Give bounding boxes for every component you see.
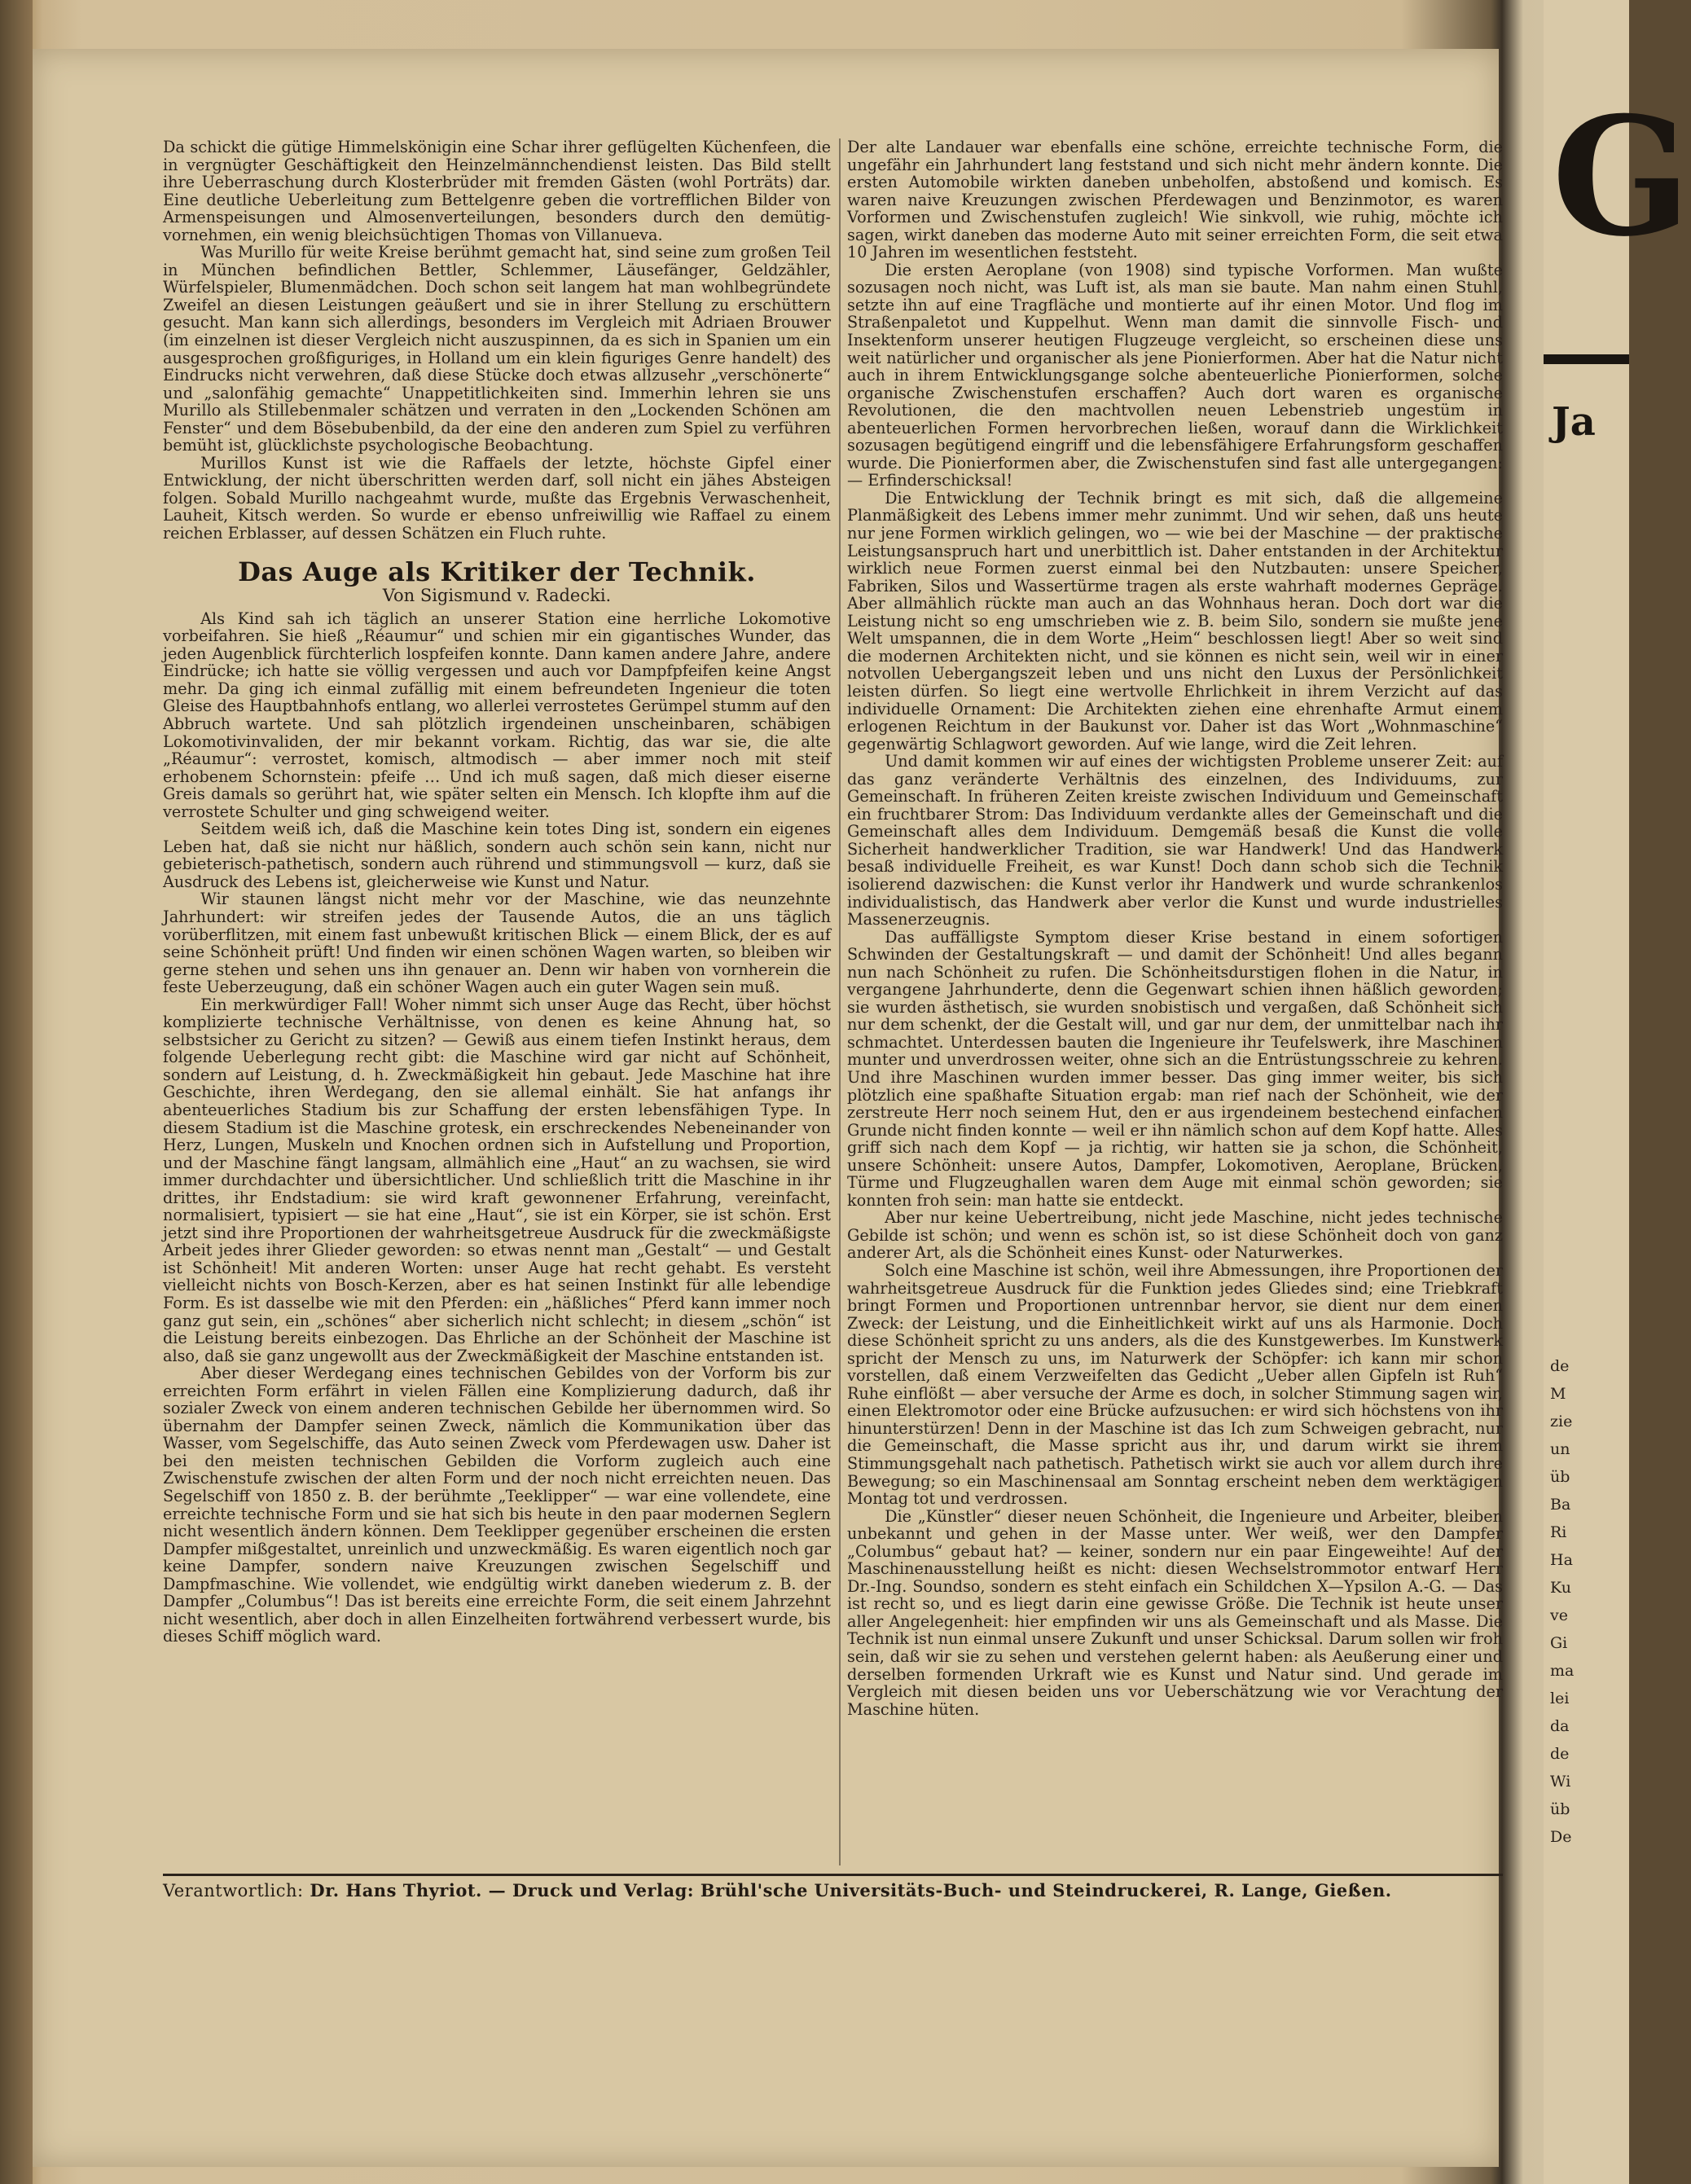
footer-rule [163,1874,1503,1876]
adjacent-line-fragment: de [1550,1745,1570,1763]
adjacent-line-fragment: ve [1550,1606,1568,1624]
article-paragraph: Solch eine Maschine ist schön, weil ihre Abmessungen, ihre Proportionen der wahrheitsgetreue Ausdruck für die Funktion jedes Gliedes sind; eine Triebkraft bringt Formen und Proportionen untrennbar hervor, sie dient nur dem einen Zweck: der Leistung, und die Einheitlichkeit wirkt auf uns als Harmonie. Doch diese Schönheit spricht zu uns anders, als die des Kunstgewerbes. Im Kunstwerk spricht der Mensch zu uns, im Naturwerk der Schöpfer: ich kann mir schon vorstellen, daß einem Verzweifelten das Gedicht „Ueber allen Gipfeln ist Ruh“ Ruhe einflößt — aber versuche der Arme es doch, in solcher Stimmung sagen wir, einen Elektromotor oder eine Brücke aufzusuchen: er wird sich höchstens von ihr hinunterstürzen! Denn in der Maschine ist das Ich zum Schweigen gebracht, nur die Gemeinschaft, die Masse spricht aus ihr, und darum wirkt sie ihrem Stimmungsgehalt nach pathetisch. Pathetisch wirkt sie auch vor allem durch ihre Bewegung; so ein Maschinensaal am Sonntag erscheint neben dem werktägigen Montag tot und verdrossen. [847,1261,1503,1509]
adjacent-line-fragment: M [1550,1385,1566,1403]
adjacent-line-fragment: un [1550,1440,1570,1458]
right-column [847,138,1503,1718]
adjacent-masthead-letter: G [1552,81,1691,273]
left-column [163,138,831,1646]
adjacent-line-fragment: Gi [1550,1634,1568,1652]
imprint-footer [163,1880,1503,1901]
article-byline: Von Sigismund v. Radecki. [382,586,612,606]
adjacent-line-fragment: Ku [1550,1579,1572,1597]
imprint-label: Verantwortlich: [163,1881,304,1901]
article-paragraph: Die ersten Aeroplane (von 1908) sind typische Vorformen. Man wußte sozusagen noch nicht, was Luft ist, als man sie baute. Man nahm einen Stuhl, setzte ihn auf eine Tragfläche und montierte auf ihr einen Motor. Und flog im Straßenpaletot und Kuppelhut. Wenn man damit die sinnvolle Fisch- und Insektenform unserer heutigen Flugzeuge vergleicht, so erscheinen diese uns weit natürlicher und organischer als jene Pionierformen. Aber hat die Natur nicht auch in ihrem Entwicklungsgange solche abenteuerliche Pionierformen, solche organische Zwischenstufen erschaffen? Auch dort waren es organische Revolutionen, die den machtvollen neuen Lebenstrieb ungestüm in abenteuerlichen Formen hervorbrechen ließen, worauf dann die Wirklichkeit sozusagen begütigend eingriff und die lebensfähigere Erfahrungsform geschaffen wurde. Die Pionierformen aber, die Zwischenstufen sind fast alle untergegangen: — Erfinderschicksal! [847,260,1503,490]
article-paragraph: Das auffälligste Symptom dieser Krise bestand in einem sofortigen Schwinden der Gestaltungskraft — und damit der Schönheit! Und alles begann nun nach Schönheit zu rufen. Die Schönheitsdurstigen flohen in die Natur, in vergangene Jahrhunderte, denn die Gegenwart schien ihnen häßlich geworden; sie wurden ästhetisch, sie wurden snobistisch und vergaßen, daß Schönheit sich nur dem schenkt, der die Gestalt will, und gar nur dem, der unmittelbar nach ihr schmachtet. Unterdessen bauten die Ingenieure ihr Teufelswerk, ihre Maschinen munter und unverdrossen weiter, ohne sich an die Entrüstungsschreie zu kehren. Und ihre Maschinen wurden immer besser. Das ging immer weiter, bis sich plötzlich eine spaßhafte Situation ergab: man rief nach der Schönheit, wie der zerstreute Herr noch seinem Hut, den er aus irgendeinem bestechend einfachen Grunde nicht finden konnte — weil er ihn nämlich schon auf dem Kopf hatte. Alles griff sich nach dem Kopf — ja richtig, wir hatten sie ja schon, die Schönheit, unsere Schönheit: unsere Autos, Dampfer, Lokomotiven, Aeroplane, Brücken, Türme und Flugzeughallen waren dem Auge mit einmal schön geworden; sie konnten froh sein: man hatte sie entdeckt. [847,927,1503,1210]
article-paragraph: Die Entwicklung der Technik bringt es mit sich, daß die allgemeine Planmäßigkeit des Lebens immer mehr zunimmt. Und wir sehen, daß uns heute nur jene Formen wirklich gelingen, wo — wie bei der Maschine — der praktische Leistungsanspruch hart und unerbittlich ist. Daher entstanden in der Architektur wirklich neue Formen zuerst einmal bei den Nutzbauten: unsere Speicher, Fabriken, Silos und Wassertürme tragen als erste wahrhaft modernes Gepräge. Aber allmählich rückte man auch an das Wohnhaus heran. Doch dort war die Leistung nicht so eng umschrieben wie z. B. beim Silo, sondern sie mußte jene Welt umspannen, die in dem Worte „Heim“ beschlossen liegt! Aber so weit sind die modernen Architekten nicht, und sie können es nicht sein, weil wir in einer notvollen Uebergangszeit leben und uns nicht den Luxus der Persönlichkeit leisten dürfen. So liegt eine wertvolle Ehrlichkeit in ihrem Verzicht auf das individuelle Ornament: Die Architekten ziehen eine ehrenhafte Armut einem erlogenen Reichtum in der Baukunst vor. Daher ist das Wort „Wohnmaschine“ gegenwärtig Schlagwort geworden. Auf wie lange, wird die Zeit lehren. [847,488,1503,754]
intro-paragraph: Murillos Kunst ist wie die Raffaels der letzte, höchste Gipfel einer Entwicklung, der nicht überschritten werden darf, soll nicht ein jähes Absteigen folgen. Sobald Murillo nachgeahmt wurde, mußte das Ergebnis Verwaschenheit, Lauheit, Kitsch werden. So wurde er ebenso unfreiwillig wie Raffael zu einem reichen Erblasser, auf dessen Schätzen ein Fluch ruhte. [163,453,831,543]
adjacent-line-fragment: De [1550,1828,1572,1846]
article-paragraph: Aber dieser Werdegang eines technischen Gebildes von der Vorform bis zur erreichten Form erfährt in vielen Fällen eine Komplizierung dadurch, daß ihr sozialer Zweck von einem anderen technischen Gebilde her übernommen wird. So übernahm der Dampfer seinen Zweck, nämlich die Kommunikation über das Wasser, vom Segelschiffe, das Auto seinen Zweck vom Pferdewagen usw. Daher ist bei den meisten technischen Gebilden die Vorform zugleich auch eine Zwischenstufe zwischen der alten Form und der noch nicht erreichten neuen. Das Segelschiff von 1850 z. B. der berühmte „Teeklipper“ — war eine vollendete, eine erreichte technische Form und sie hat sich bis heute in den paar modernen Seglern nicht wesentlich ändern können. Dem Teeklipper gegenüber erscheinen die ersten Dampfer mißgestaltet, unreinlich und unzweckmäßig. Es waren eigentlich noch gar keine Dampfer, sondern naive Kreuzungen zwischen Segelschiff und Dampfmaschine. Wie vollendet, wie endgültig wirkt daneben wiederum z. B. der Dampfer „Columbus“! Das ist bereits eine erreichte Form, die seit einem Jahrzehnt nicht wesentlich, aber doch in allen Einzelheiten fortwährend verbessert wurde, bis dieses Schiff möglich ward. [163,1364,831,1646]
article-paragraph: Seitdem weiß ich, daß die Maschine kein totes Ding ist, sondern ein eigenes Leben hat, daß sie nicht nur häßlich, sondern auch schön sein kann, nicht nur gebieterisch-pathetisch, sondern auch rührend und stimmungsvoll — kurz, daß sie Ausdruck des Lebens ist, gleicherweise wie Kunst und Natur. [163,820,831,891]
article-paragraph: Der alte Landauer war ebenfalls eine schöne, erreichte technische Form, die ungefähr ein Jahrhundert lang feststand und sich nicht mehr ändern konnte. Die ersten Automobile wirkten daneben unbeholfen, abstoßend und komisch. Es waren naive Kreuzungen zwischen Pferdewagen und Benzinmotor, es waren Vorformen und Zwischenstufen zugleich! Wie sinkvoll, wie ruhig, möchte ich sagen, wirkt daneben das moderne Auto mit seiner erreichten Form, die seit etwa 10 Jahren im wesentlichen feststeht. [847,138,1503,262]
imprint-text: Dr. Hans Thyriot. — Druck und Verlag: Brühl'sche Universitäts-Buch- und Steindruckerei, R. Lange, Gießen. [310,1880,1392,1901]
adjacent-line-fragment: Ri [1550,1523,1567,1541]
adjacent-text-fragments [1550,1352,1574,1851]
article-paragraph: Als Kind sah ich täglich an unserer Station eine herrliche Lokomotive vorbeifahren. Sie hieß „Réaumur“ und schien mir ein gigantisches Wunder, das jeden Augenblick fürchterlich lospfeifen konnte. Dann kamen andere Jahre, andere Eindrücke; ich hatte sie völlig vergessen und auch vor Dampfpfeifen keine Angst mehr. Da ging ich einmal zufällig mit einem befreundeten Ingenieur die toten Gleise des Hauptbahnhofs entlang, wo allerlei verrostetes Gerümpel stumm auf den Abbruch wartete. Und sah plötzlich irgendeinen unscheinbaren, schäbigen Lokomotivinvaliden, der mir bekannt vorkam. Richtig, das war sie, die alte „Réaumur“: verrostet, komisch, altmodisch — aber immer noch mit steif erhobenem Schornstein: pfeife … Und ich muß sagen, daß mich dieser eiserne Greis damals so gerührt hat, wie später selten ein Mensch. Ich klopfte ihm auf die verrostete Schulter und ging schweigend weiter. [163,609,831,821]
article-paragraph: Aber nur keine Uebertreibung, nicht jede Maschine, nicht jedes technische Gebilde ist schön; und wenn es schön ist, so ist diese Schönheit doch von ganz anderer Art, als die Schönheit eines Kunst- oder Naturwerkes. [847,1208,1503,1263]
adjacent-line-fragment: Wi [1550,1773,1571,1791]
adjacent-line-fragment: üb [1550,1468,1570,1486]
article-title: Das Auge als Kritiker der Technik. [238,556,756,587]
adjacent-line-fragment: de [1550,1357,1570,1375]
book-spine-edge [0,0,33,2184]
adjacent-line-fragment: lei [1550,1690,1570,1707]
intro-paragraph: Was Murillo für weite Kreise berühmt gemacht hat, sind seine zum großen Teil in München befindlichen Bettler, Schlemmer, Läusefänger, Geldzähler, Würfelspieler, Blumenmädchen. Doch schon seit langem hat man wohlbegründete Zweifel an diesen Leistungen geäußert und sie in ihrer Stellung zu erschüttern gesucht. Man kann sich allerdings, besonders im Vergleich mit Adriaen Brouwer (im einzelnen ist dieser Vergleich nicht auszuspinnen, da es sich in Spanien um ein ausgesprochen großfiguriges, in Holland um ein klein figuriges Genre handelt) des Eindrucks nicht verwehren, daß diese Stücke doch etwas allzusehr „verschönerte“ und „salonfähig gemachte“ Unappetitlichkeiten sind. Immerhin lehren sie uns Murillo als Stillebenmaler schätzen und verraten in den „Lockenden Schönen am Fenster“ und dem Bösebubenbild, da der eine den anderen zum Spiel zu verführen bemüht ist, glücklichste psychologische Beobachtung. [163,243,831,455]
adjacent-page-strip [1544,0,1691,2184]
adjacent-line-fragment: üb [1550,1800,1570,1818]
article-paragraph: Wir staunen längst nicht mehr vor der Maschine, wie das neunzehnte Jahrhundert: wir streifen jedes der Tausende Autos, die an uns täglich vorüberflitzen, mit einem fast unbewußt kritischen Blick — einem Blick, der es auf seine Schönheit prüft! Und finden wir einen schönen Wagen warten, so bleiben wir gerne stehen und sehen uns ihn genauer an. Denn wir haben von vornherein die feste Ueberzeugung, daß ein schöner Wagen auch ein guter Wagen sein muß. [163,890,831,997]
adjacent-line-fragment: ma [1550,1662,1575,1680]
column-divider [839,138,841,1865]
article-paragraph: Die „Künstler“ dieser neuen Schönheit, die Ingenieure und Arbeiter, bleiben unbekannt und gehen in der Masse unter. Wer weiß, wer den Dampfer „Columbus“ gebaut hat? — keiner, sondern nur ein paar Eingeweihte! Auf der Maschinenausstellung heißt es nicht: diesen Wechselstrommotor entwarf Herr Dr.-Ing. Soundso, sondern es steht einfach ein Schildchen X—Ypsilon A.-G. — Das ist recht so, und es liegt darin eine gewisse Größe. Die Technik ist heute unser aller Angelegenheit: hier empfinden wir uns als Gemeinschaft und als Masse. Die Technik ist nun einmal unsere Zukunft und unser Schicksal. Darum sollen wir froh sein, daß wir sie zu sehen und verstehen gelernt haben: als Aeußerung einer und derselben formenden Urkraft wie es Kunst und Natur sind. Und gerade im Vergleich mit diesen beiden uns vor Ueberschätzung wie vor Verachtung der Maschine hüten. [847,1506,1503,1719]
adjacent-line-fragment: zie [1550,1413,1573,1430]
article-paragraph: Ein merkwürdiger Fall! Woher nimmt sich unser Auge das Recht, über höchst komplizierte technische Verhältnisse, von denen es keine Ahnung hat, so selbstsicher zu Gericht zu sitzen? — Gewiß aus einem tiefen Instinkt heraus, dem folgende Ueberlegung recht gibt: die Maschine wird gar nicht auf Schönheit, sondern auf Leistung, d. h. Zweckmäßigkeit hin gebaut. Jede Maschine hat ihre Geschichte, ihren Werdegang, den sie allemal einhält. Sie hat anfangs ihr abenteuerliches Stadium bis zur Schaffung der ersten lebensfähigen Type. In diesem Stadium ist die Maschine grotesk, ein erschreckendes Nebeneinander von Herz, Lungen, Muskeln und Knochen ordnen sich in Aufstellung und Proportion, und der Maschine fängt langsam, allmählich eine „Haut“ an zu wachsen, sie wird immer durchdachter und übersichtlicher. Und schließlich tritt die Maschine in ihr drittes, ihr Endstadium: sie wird kraft gewonnener Erfahrung, vereinfacht, normalisiert, typisiert — sie hat eine „Haut“, sie ist ein Körper, sie ist schön. Erst jetzt sind ihre Proportionen der wahrheitsgetreue Ausdruck für die zweckmäßigste Arbeit jedes ihrer Glieder geworden: so etwas nennt man „Gestalt“ — und Gestalt ist Schönheit! Mit anderen Worten: unser Auge hat recht gehabt. Es versteht vielleicht nichts von Bosch-Kerzen, aber es hat seinen Instinkt für alle lebendige Form. Es ist dasselbe wie mit den Pferden: ein „häßliches“ Pferd kann immer noch ganz gut sein, ein „schönes“ aber sicherlich nicht schlecht; in diesem „schön“ ist die Leistung bereits einbezogen. Das Ehrliche an der Schönheit der Maschine ist also, daß sie ganz ungewollt aus der Zweckmäßigkeit der Maschine entstanden ist. [163,995,831,1365]
adjacent-heading-fragment: Ja [1552,399,1596,445]
adjacent-masthead-rule [1544,354,1629,364]
adjacent-line-fragment: Ha [1550,1551,1573,1569]
adjacent-line-fragment: Ba [1550,1496,1571,1514]
intro-paragraph: Da schickt die gütige Himmelskönigin eine Schar ihrer geflügelten Küchenfeen, die in vergnügter Geschäftigkeit den Heinzelmännchendienst leisten. Das Bild stellt ihre Ueberraschung durch Klosterbrüder mit fremden Gästen (wohl Porträts) dar. Eine deutliche Ueberleitung zum Bettelgenre geben die vortrefflichen Bilder von Armenspeisungen und Almosenverteilungen, besonders durch den demütig-vornehmen, ein wenig bleichsüchtigen Thomas von Villanueva. [163,138,831,244]
article-paragraph: Und damit kommen wir auf eines der wichtigsten Probleme unserer Zeit: auf das ganz veränderte Verhältnis des einzelnen, des Individuums, zur Gemeinschaft. In früheren Zeiten kreiste zwischen Individuum und Gemeinschaft ein fruchtbarer Strom: Das Individuum verdankte alles der Gemeinschaft und die Gemeinschaft alles dem Individuum. Demgemäß besaß die Kunst die volle Sicherheit handwerklicher Tradition, sie war Handwerk! Und das Handwerk besaß individuelle Freiheit, es war Kunst! Doch dann schob sich die Technik isolierend dazwischen: die Kunst verlor ihr Handwerk und wurde schrankenlos individualistisch, das Handwerk aber verlor die Kunst und wurde industrielles Massenerzeugnis. [847,752,1503,929]
adjacent-line-fragment: da [1550,1717,1570,1735]
